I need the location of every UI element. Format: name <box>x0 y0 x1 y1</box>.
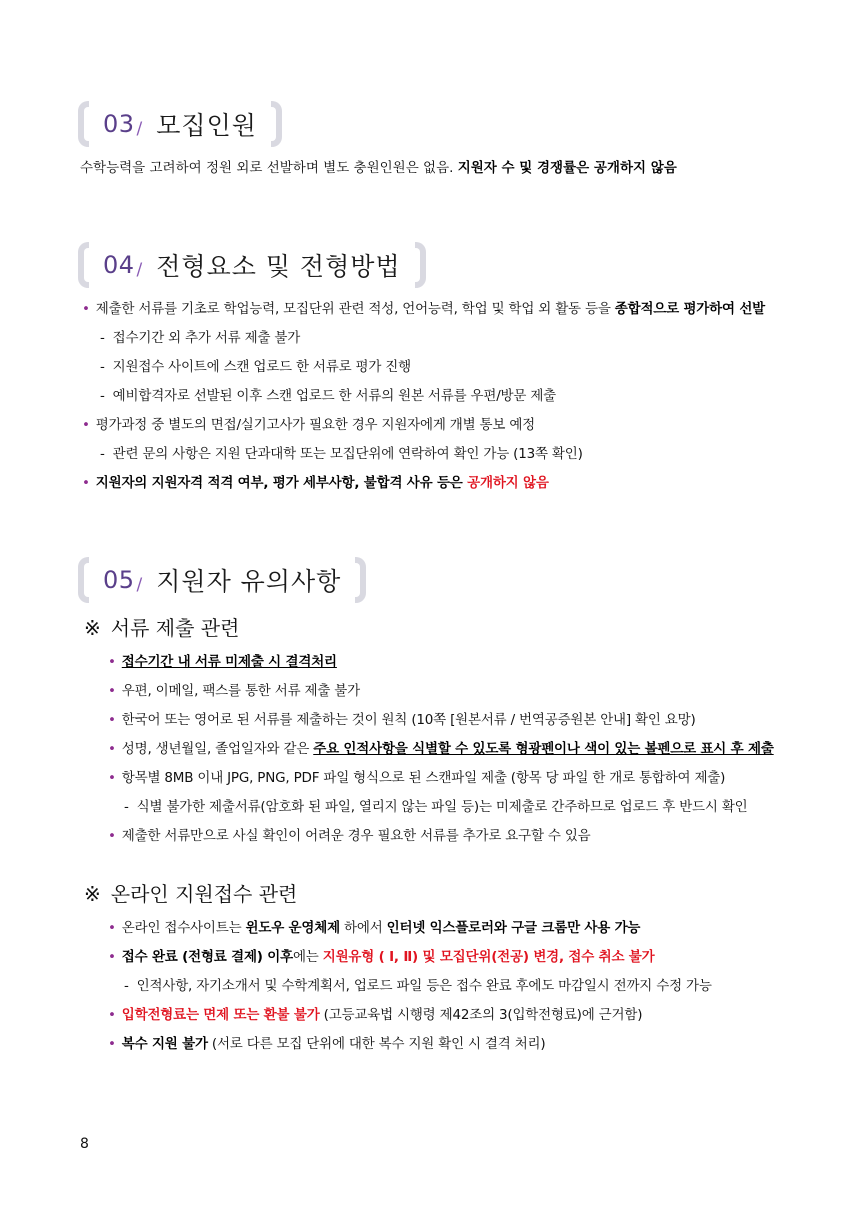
bullet: • <box>108 1036 116 1052</box>
dash: - <box>100 446 105 462</box>
section-number: 04 <box>103 251 135 279</box>
section-title: 전형요소 및 전형방법 <box>156 252 401 281</box>
bullet: • <box>108 1007 116 1023</box>
reference-mark: ※ <box>84 616 101 640</box>
bullet: • <box>108 741 116 757</box>
subheading-title: 온라인 지원접수 관련 <box>110 882 298 906</box>
list-subitem <box>124 796 748 818</box>
section-05-header <box>78 555 366 605</box>
section-title: 지원자 유의사항 <box>156 567 342 596</box>
bullet: • <box>82 301 90 317</box>
bracket-left <box>78 557 89 603</box>
item-red: 입학전형료는 면제 또는 환불 불가 <box>121 1007 320 1023</box>
item-text: (고등교육법 시행령 제42조의 3(입학전형료)에 근거함) <box>319 1007 643 1023</box>
item-bold: 종합적으로 평가하여 선발 <box>614 301 766 317</box>
list-item <box>108 651 337 673</box>
bullet: • <box>108 920 116 936</box>
section-title: 모집인원 <box>156 111 257 140</box>
section-number: 05 <box>103 566 135 594</box>
list-item <box>108 680 360 702</box>
list-item <box>108 738 774 760</box>
bullet: • <box>108 949 116 965</box>
item-text: 우편, 이메일, 팩스를 통한 서류 제출 불가 <box>121 683 360 699</box>
desc-bold: 지원자 수 및 경쟁률은 공개하지 않음 <box>457 160 677 176</box>
item-red: 공개하지 않음 <box>467 475 549 491</box>
item-text: (서로 다른 모집 단위에 대한 복수 지원 확인 시 결격 처리) <box>207 1036 546 1052</box>
item-bold: 지원자의 지원자격 적격 여부, 평가 세부사항, 불합격 사유 등은 <box>95 475 468 491</box>
list-item <box>108 709 696 731</box>
dash: - <box>124 799 129 815</box>
item-bold: 인터넷 익스플로러와 구글 크롬만 사용 가능 <box>386 920 641 936</box>
recruitment-description <box>80 157 677 179</box>
bracket-right <box>355 557 366 603</box>
item-red: 지원유형 ( Ⅰ, Ⅱ) 및 모집단위(전공) 변경, 접수 취소 불가 <box>322 949 655 965</box>
list-item <box>108 946 654 968</box>
list-subitem <box>100 385 556 407</box>
item-text: 평가과정 중 별도의 면접/실기고사가 필요한 경우 지원자에게 개별 통보 예정 <box>95 417 536 433</box>
bullet: • <box>108 712 116 728</box>
bracket-left <box>78 242 89 288</box>
list-subitem <box>100 443 583 465</box>
list-subitem <box>124 975 712 997</box>
item-bold: 복수 지원 불가 <box>121 1036 208 1052</box>
bracket-right <box>271 101 282 147</box>
item-text: 제출한 서류를 기초로 학업능력, 모집단위 관련 적성, 언어능력, 학업 및 학업 외 활동 등을 <box>95 301 615 317</box>
item-text: 인적사항, 자기소개서 및 수학계획서, 업로드 파일 등은 접수 완료 후에도 마감일시 전까지 수정 가능 <box>136 978 712 994</box>
subheading-documents <box>84 612 239 641</box>
item-text: 관련 문의 사항은 지원 단과대학 또는 모집단위에 연락하여 확인 가능 (13쪽 확인) <box>112 446 583 462</box>
item-bold: 윈도우 운영체제 <box>245 920 340 936</box>
bullet: • <box>108 654 116 670</box>
list-item <box>108 825 591 847</box>
item-bold: 주요 인적사항을 식별할 수 있도록 형광펜이나 색이 있는 볼펜으로 표시 후 제출 <box>313 741 774 757</box>
item-text: 에는 <box>292 949 323 965</box>
bullet: • <box>82 475 90 491</box>
item-text: 제출한 서류만으로 사실 확인이 어려운 경우 필요한 서류를 추가로 요구할 수 있음 <box>121 828 591 844</box>
dash: - <box>100 330 105 346</box>
bracket-left <box>78 101 89 147</box>
section-slash: / <box>136 119 143 139</box>
item-text: 식별 불가한 제출서류(암호화 된 파일, 열리지 않는 파일 등)는 미제출로 간주하므로 업로드 후 반드시 확인 <box>136 799 748 815</box>
subheading-title: 서류 제출 관련 <box>110 616 240 640</box>
section-04-header <box>78 240 426 290</box>
section-03-header <box>78 99 282 149</box>
dash: - <box>100 388 105 404</box>
list-subitem <box>100 327 300 349</box>
reference-mark: ※ <box>84 882 101 906</box>
bullet: • <box>108 828 116 844</box>
section-number: 03 <box>103 110 135 138</box>
desc-text: 수학능력을 고려하여 정원 외로 선발하며 별도 충원인원은 없음. <box>80 160 458 176</box>
list-item <box>108 917 640 939</box>
list-item <box>108 1033 545 1055</box>
section-slash: / <box>136 260 143 280</box>
list-item <box>108 1004 642 1026</box>
bracket-right <box>415 242 426 288</box>
subheading-online <box>84 878 297 907</box>
item-text: 항목별 8MB 이내 JPG, PNG, PDF 파일 형식으로 된 스캔파일 제출 (항목 당 파일 한 개로 통합하여 제출) <box>121 770 726 786</box>
page-number: 8 <box>80 1136 89 1152</box>
section-slash: / <box>136 575 143 595</box>
item-bold: 접수 완료 (전형료 결제) 이후 <box>121 949 293 965</box>
item-text: 접수기간 외 추가 서류 제출 불가 <box>112 330 301 346</box>
list-subitem <box>100 356 411 378</box>
bullet: • <box>108 770 116 786</box>
dash: - <box>124 978 129 994</box>
list-item <box>108 767 725 789</box>
item-text: 성명, 생년월일, 졸업일자와 같은 <box>121 741 314 757</box>
list-item <box>82 298 765 320</box>
item-text: 예비합격자로 선발된 이후 스캔 업로드 한 서류의 원본 서류를 우편/방문 제출 <box>112 388 557 404</box>
list-item <box>82 414 535 436</box>
item-text: 온라인 접수사이트는 <box>121 920 246 936</box>
list-item <box>82 472 549 494</box>
item-text: 한국어 또는 영어로 된 서류를 제출하는 것이 원칙 (10쪽 [원본서류 / 번역공증원본 안내] 확인 요망) <box>121 712 696 728</box>
item-bold: 접수기간 내 서류 미제출 시 결격처리 <box>121 654 337 670</box>
dash: - <box>100 359 105 375</box>
bullet: • <box>108 683 116 699</box>
item-text: 지원접수 사이트에 스캔 업로드 한 서류로 평가 진행 <box>112 359 411 375</box>
item-text: 하에서 <box>339 920 387 936</box>
bullet: • <box>82 417 90 433</box>
